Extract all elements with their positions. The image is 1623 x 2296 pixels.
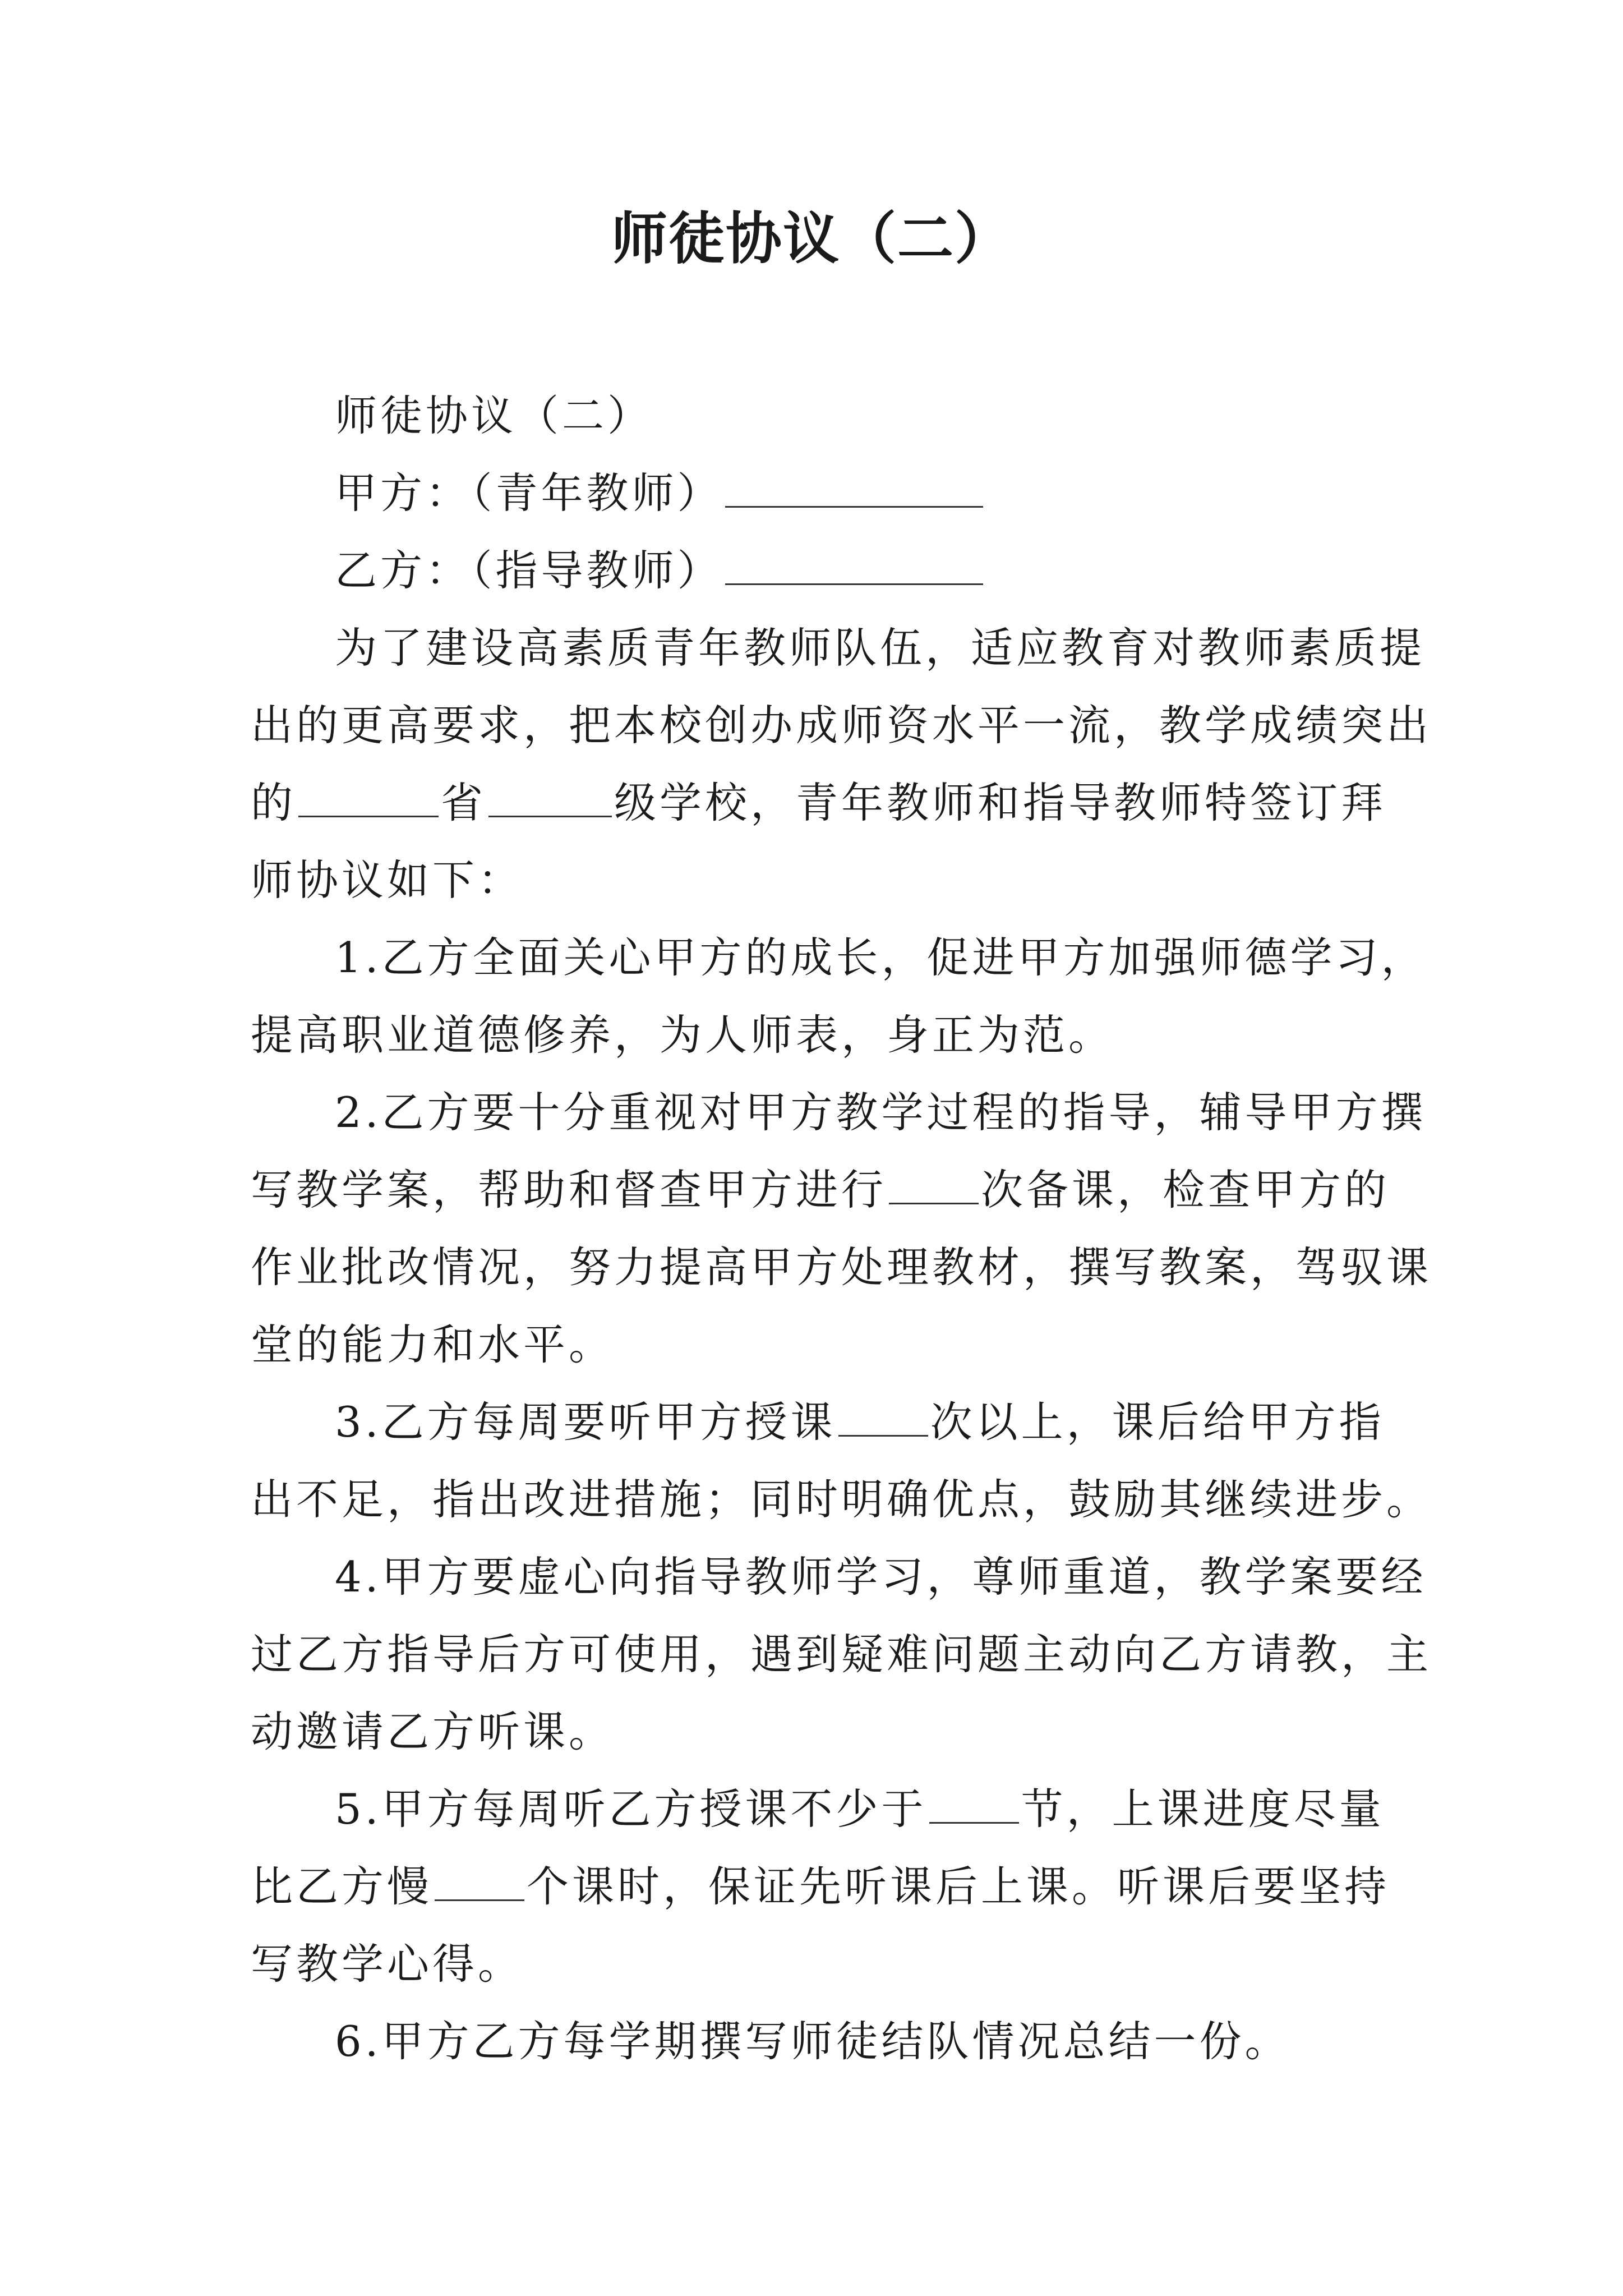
prep-count-blank [889, 1168, 979, 1204]
intro-line-2: 出的更高要求，把本校创办成师资水平一流，教学成绩突出 [251, 701, 1432, 750]
clause-2-line-1: 2.乙方要十分重视对甲方教学过程的指导，辅导甲方撰 [335, 1088, 1427, 1137]
clause-4-line-2: 过乙方指导后方可使用，遇到疑难问题主动向乙方请教，主 [251, 1630, 1432, 1679]
party-a-line [251, 454, 1391, 532]
clause-3-line-2: 出不足，指出改进措施；同时明确优点，鼓励其继续进步。 [251, 1475, 1432, 1524]
clause-5-text-b: 节，上课进度尽量 [1021, 1784, 1385, 1834]
intro-line-4: 师协议如下： [251, 855, 524, 905]
intro-text-a: 的 [251, 778, 297, 827]
document-body [251, 377, 1432, 2080]
clause-5-line-1 [251, 1770, 1391, 1848]
party-a-label: 甲方：（青年教师） [335, 468, 723, 518]
clause-2-line-4: 堂的能力和水平。 [251, 1320, 615, 1369]
party-b-line [251, 532, 1391, 609]
clause-3-text-b: 次以上，课后给甲方指 [930, 1397, 1385, 1447]
clause-3-text-a: 3.乙方每周要听甲方授课 [335, 1397, 836, 1447]
intro-line-3 [251, 764, 1391, 841]
observe-count-blank [838, 1400, 928, 1437]
clause-5-line-3: 写教学心得。 [251, 1939, 524, 1989]
clause-5-line-2 [251, 1848, 1391, 1925]
clause-2-line-3: 作业批改情况，努力提高甲方处理教材，撰写教案，驾驭课 [251, 1243, 1432, 1292]
intro-line-1: 为了建设高素质青年教师队伍，适应教育对教师素质提 [335, 623, 1426, 673]
clause-5-text-d: 个课时，保证先听课后上课。听课后要坚持 [527, 1862, 1390, 1911]
party-b-blank [725, 549, 983, 585]
lesson-count-blank [929, 1787, 1019, 1824]
hours-behind-blank [435, 1865, 524, 1901]
clause-2-text-a: 写教学案，帮助和督查甲方进行 [251, 1165, 887, 1214]
clause-3-line-1 [251, 1383, 1391, 1461]
level-blank [488, 781, 612, 817]
clause-2-text-b: 次备课，检查甲方的 [981, 1165, 1390, 1214]
clause-5-text-a: 5.甲方每周听乙方授课不少于 [335, 1784, 927, 1834]
party-b-label: 乙方：（指导教师） [335, 546, 723, 595]
clause-1-line-2: 提高职业道德修养，为人师表，身正为范。 [251, 1010, 1114, 1060]
clause-4-line-3: 动邀请乙方听课。 [251, 1707, 615, 1756]
document-title: 师徒协议（二） [611, 205, 1012, 272]
intro-text-b: 省 [441, 778, 487, 827]
intro-text-c: 级学校，青年教师和指导教师特签订拜 [614, 778, 1387, 827]
clause-2-line-2 [251, 1151, 1391, 1228]
clause-1-line-1: 1.乙方全面关心甲方的成长，促进甲方加强师德学习， [335, 933, 1427, 982]
party-a-blank [725, 471, 983, 508]
province-blank [298, 781, 439, 817]
clause-4-line-1: 4.甲方要虚心向指导教师学习，尊师重道，教学案要经 [335, 1552, 1427, 1602]
subtitle-line: 师徒协议（二） [335, 391, 653, 440]
clause-6-line-1: 6.甲方乙方每学期撰写师徒结队情况总结一份。 [335, 2017, 1290, 2066]
clause-5-text-c: 比乙方慢 [251, 1862, 433, 1911]
